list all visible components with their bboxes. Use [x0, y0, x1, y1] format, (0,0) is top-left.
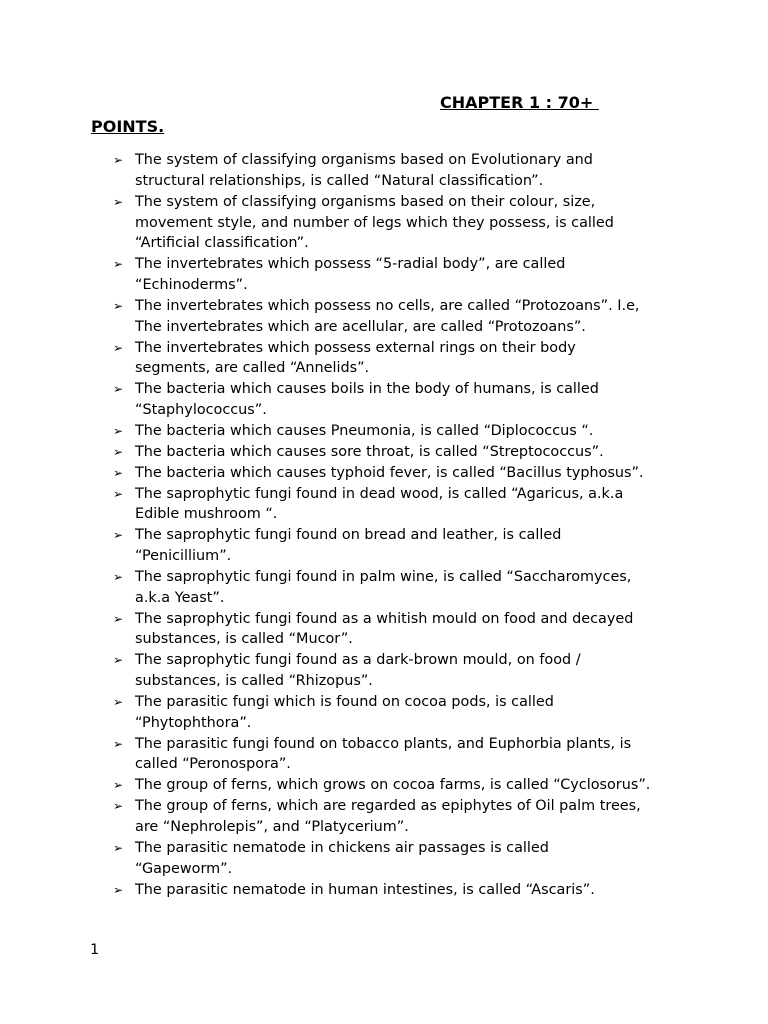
bullet-text-line: The saprophytic fungi found in dead wood, is called “Agaricus, a.k.a [135, 485, 624, 502]
list-item [113, 254, 673, 296]
list-item [113, 192, 673, 255]
arrowhead-bullet-icon: ➢ [113, 486, 124, 501]
bullet-text-line: The group of ferns, which grows on cocoa farms, is called “Cyclosorus”. [135, 777, 651, 794]
arrowhead-bullet-icon: ➢ [113, 882, 124, 897]
arrowhead-bullet-icon: ➢ [113, 465, 124, 480]
bullet-text-line: “Staphylococcus”. [135, 402, 267, 419]
bullet-text-line: substances, is called “Rhizopus”. [135, 673, 373, 690]
list-item [113, 442, 673, 463]
list-item [113, 150, 673, 192]
list-item [113, 567, 673, 609]
bullet-text-line: “Phytophthora”. [135, 714, 252, 731]
page-number: 1 [90, 942, 100, 958]
bullet-text-line: called “Peronospora”. [135, 756, 291, 773]
bullet-text-line: “Artificial classification”. [135, 235, 309, 252]
bullet-text-line: The bacteria which causes boils in the body of humans, is called [135, 381, 599, 398]
bullet-text-line: The bacteria which causes typhoid fever, is called “Bacillus typhosus”. [135, 464, 644, 481]
arrowhead-bullet-icon: ➢ [113, 840, 124, 855]
bullet-text-line: “Echinoderms”. [135, 277, 248, 294]
bullet-text-line: The system of classifying organisms based on their colour, size, [135, 193, 596, 210]
list-item [113, 880, 673, 901]
list-item [113, 838, 673, 880]
arrowhead-bullet-icon: ➢ [113, 153, 124, 167]
arrowhead-bullet-icon: ➢ [113, 611, 124, 626]
bullet-text-line: The bacteria which causes sore throat, is called “Streptococcus”. [135, 443, 604, 460]
arrowhead-bullet-icon: ➢ [113, 340, 124, 355]
bullet-text-line: The group of ferns, which are regarded as epiphytes of Oil palm trees, [135, 798, 641, 815]
arrowhead-bullet-icon: ➢ [113, 694, 124, 709]
bullet-text-line: The system of classifying organisms based on Evolutionary and [135, 152, 593, 168]
bullet-text-line: The saprophytic fungi found as a whitish mould on food and decayed [135, 610, 634, 627]
arrowhead-bullet-icon: ➢ [113, 799, 124, 814]
list-item [113, 650, 673, 692]
bullet-text-line: The bacteria which causes Pneumonia, is called “Diplococcus “. [135, 422, 594, 439]
arrowhead-bullet-icon: ➢ [113, 569, 124, 584]
bullet-text-line: The saprophytic fungi found as a dark-brown mould, on food / [135, 652, 581, 669]
bullet-text-line: segments, are called “Annelids”. [135, 360, 370, 377]
bullet-text-line: Edible mushroom “. [135, 506, 278, 523]
list-item [113, 609, 673, 651]
list-item [113, 734, 673, 776]
arrowhead-bullet-icon: ➢ [113, 382, 124, 397]
list-item [113, 463, 673, 484]
list-item [113, 338, 673, 380]
bullet-text-line: The saprophytic fungi found in palm wine, is called “Saccharomyces, [135, 568, 632, 585]
bullet-text-line: The invertebrates which possess no cells, are called “Protozoans”. I.e, [135, 297, 640, 314]
bullet-text-line: “Penicillium”. [135, 548, 232, 565]
bullet-text-line: The parasitic nematode in human intestines, is called “Ascaris”. [135, 881, 595, 898]
bullet-text-line: structural relationships, is called “Natural classification”. [135, 172, 544, 189]
arrowhead-bullet-icon: ➢ [113, 257, 124, 272]
arrowhead-bullet-icon: ➢ [113, 778, 124, 793]
arrowhead-bullet-icon: ➢ [113, 444, 124, 459]
list-item [113, 775, 673, 796]
bullet-text-line: The parasitic nematode in chickens air passages is called [135, 839, 549, 856]
list-item [113, 796, 673, 838]
bullet-text-line: The invertebrates which are acellular, are called “Protozoans”. [135, 318, 586, 335]
bullet-text-line: a.k.a Yeast”. [135, 589, 225, 606]
bullet-text-line: substances, is called “Mucor”. [135, 631, 353, 648]
chapter-title: CHAPTER 1 : 70+ [440, 93, 599, 112]
bullet-text-line: movement style, and number of legs which they possess, is called [135, 214, 614, 231]
bullet-text-line: are “Nephrolepis”, and “Platycerium”. [135, 819, 409, 835]
list-item [113, 692, 673, 734]
arrowhead-bullet-icon: ➢ [113, 736, 124, 751]
list-item [113, 379, 673, 421]
chapter-title-continuation: POINTS. [91, 117, 165, 136]
arrowhead-bullet-icon: ➢ [113, 528, 124, 543]
list-item [113, 421, 673, 442]
arrowhead-bullet-icon: ➢ [113, 423, 124, 438]
bullet-text-line: The invertebrates which possess external rings on their body [135, 339, 576, 356]
arrowhead-bullet-icon: ➢ [113, 194, 124, 209]
list-item [113, 296, 673, 338]
list-item [113, 525, 673, 567]
bullet-text-line: The invertebrates which possess “5-radial body”, are called [135, 256, 566, 273]
bullet-text-line: The parasitic fungi found on tobacco plants, and Euphorbia plants, is [135, 735, 632, 752]
bullet-text-line: The saprophytic fungi found on bread and leather, is called [135, 527, 562, 544]
list-item [113, 484, 673, 526]
arrowhead-bullet-icon: ➢ [113, 653, 124, 668]
bullet-text-line: The parasitic fungi which is found on cocoa pods, is called [135, 693, 554, 710]
arrowhead-bullet-icon: ➢ [113, 298, 124, 313]
bullet-list [113, 150, 673, 900]
bullet-text-line: “Gapeworm”. [135, 860, 233, 877]
